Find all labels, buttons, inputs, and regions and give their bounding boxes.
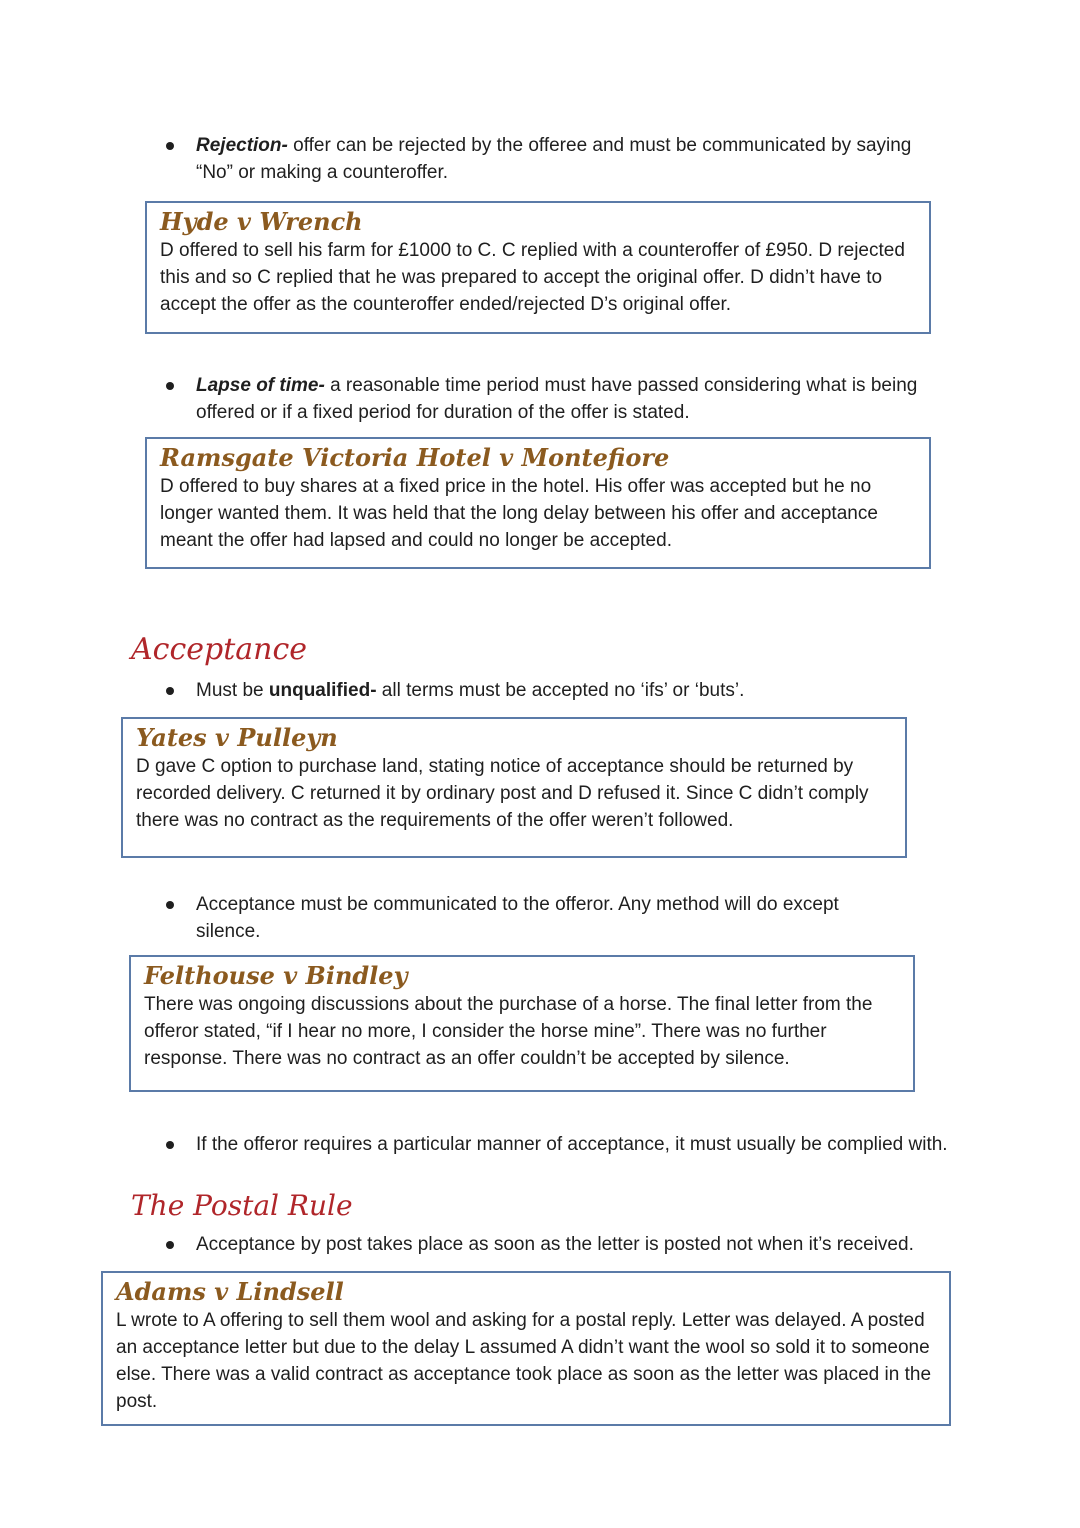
bullet-dot: [166, 382, 174, 390]
case-box-adams-v-lindsell: [101, 1271, 951, 1426]
case-title: Yates v Pulleyn: [136, 723, 338, 752]
case-title: Felthouse v Bindley: [144, 961, 408, 990]
case-body: L wrote to A offering to sell them wool and asking for a postal reply. Letter was delayed. A posted an acceptance letter but due to the delay L assumed A didn’t want the wool so sold it to someone else. There was a valid contract as acceptance took place as soon as the letter was placed in the post.: [116, 1310, 932, 1412]
heading-acceptance: Acceptance: [131, 632, 308, 667]
term-unqualified: unqualified-: [268, 680, 377, 701]
bullet-dot: [166, 1241, 174, 1249]
bullet-communicated-text: Acceptance must be communicated to the offeror. Any method will do except silence.: [196, 894, 839, 942]
case-body: D offered to sell his farm for £1000 to C. C replied with a counteroffer of £950. D rejected this and so C replied that he was prepared to accept the original offer. D didn’t have to accept the offer as the counteroffer ended/rejected D’s original offer.: [160, 240, 905, 315]
bullet-manner-text: If the offeror requires a particular manner of acceptance, it must usually be complied with.: [196, 1134, 948, 1155]
bullet-postal-text: Acceptance by post takes place as soon as the letter is posted not when it’s received.: [196, 1234, 914, 1255]
case-body: D gave C option to purchase land, stating notice of acceptance should be returned by recorded delivery. C returned it by ordinary post and D refused it. Since C didn’t comply there was no contract as the requirements of the offer weren’t followed.: [136, 756, 869, 831]
case-box-ramsgate-v-montefiore: [145, 437, 931, 569]
bullet-dot: [166, 1141, 174, 1149]
case-title: Adams v Lindsell: [116, 1277, 344, 1306]
bullet-dot: [166, 142, 174, 150]
case-box-hyde-v-wrench: [145, 201, 931, 334]
case-title: Ramsgate Victoria Hotel v Montefiore: [160, 443, 670, 472]
case-body: There was ongoing discussions about the purchase of a horse. The final letter from the offeror stated, “if I hear no more, I consider the horse mine”. There was no further response. There was no contract as an offer couldn’t be accepted by silence.: [144, 994, 873, 1069]
heading-postal-rule: The Postal Rule: [131, 1189, 353, 1222]
case-box-yates-v-pulleyn: [121, 717, 907, 858]
bullet-rejection-text: offer can be rejected by the offeree and must be communicated by saying “No” or making a counteroffer.: [196, 135, 912, 183]
bullet-lapse-text: a reasonable time period must have passed considering what is being offered or if a fixed period for duration of the offer is stated.: [196, 375, 918, 423]
term-lapse-of-time: Lapse of time-: [196, 375, 325, 396]
case-title: Hyde v Wrench: [160, 207, 363, 236]
case-body: D offered to buy shares at a fixed price in the hotel. His offer was accepted but he no longer wanted them. It was held that the long delay between his offer and acceptance meant the offer had lapsed and could no longer be accepted.: [160, 476, 878, 551]
bullet-dot: [166, 901, 174, 909]
term-rejection: Rejection-: [196, 135, 288, 156]
bullet-dot: [166, 687, 174, 695]
case-box-felthouse-v-bindley: [129, 955, 915, 1092]
